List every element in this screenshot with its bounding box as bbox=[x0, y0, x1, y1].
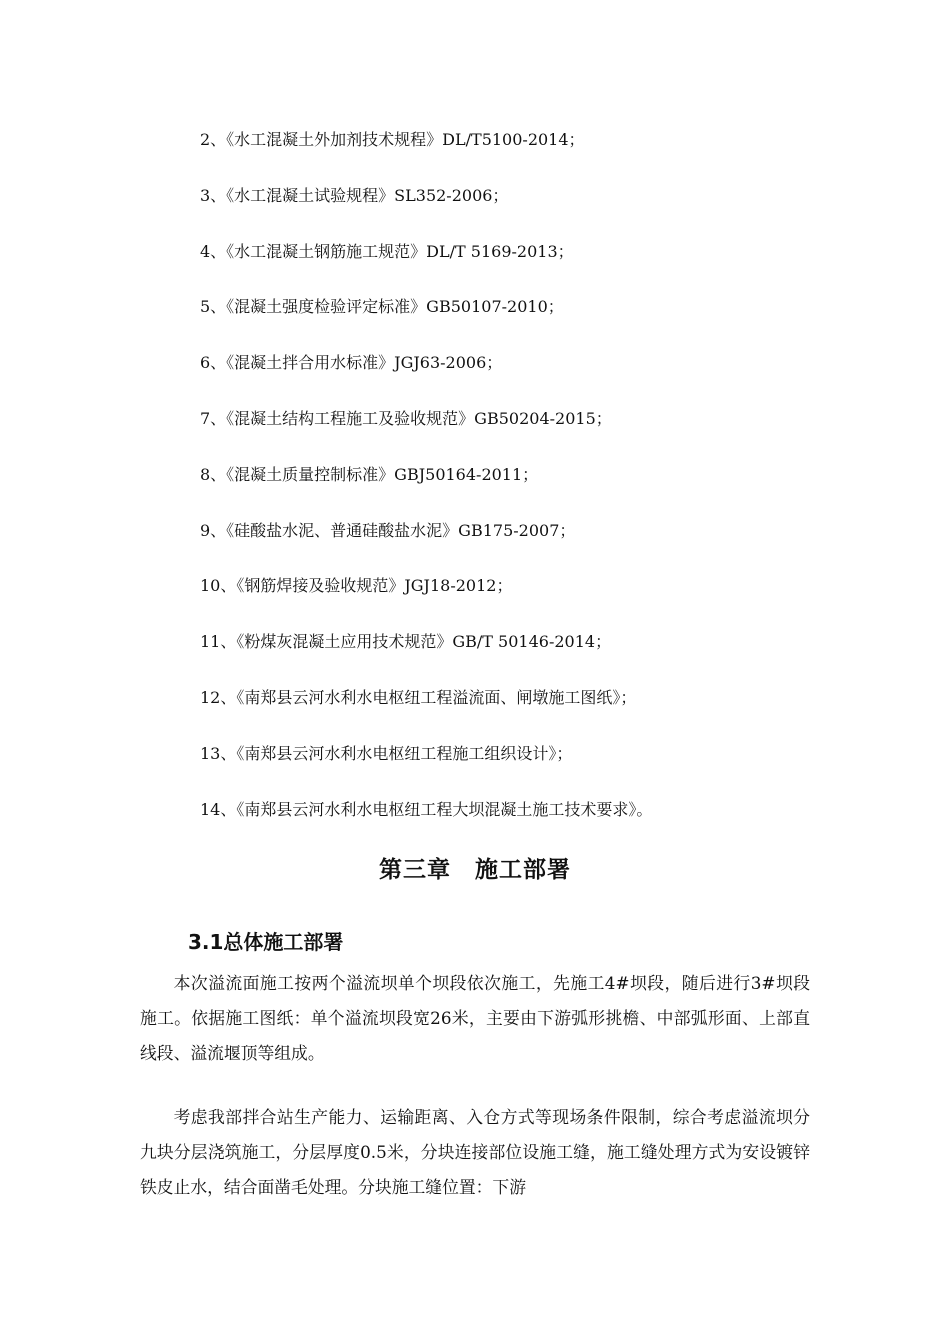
chapter-title: 第三章 施工部署 bbox=[379, 857, 571, 883]
reference-item: 11、《粉煤灰混凝土应用技术规范》GB/T 50146-2014； bbox=[200, 632, 612, 652]
body-paragraph: 本次溢流面施工按两个溢流坝单个坝段依次施工，先施工4#坝段，随后进行3#坝段施工。依据施工图纸：单个溢流坝段宽26米，主要由下游弧形挑檐、中部弧形面、上部直线段、溢流堰顶等组成。 bbox=[140, 973, 810, 1063]
reference-item: 5、《混凝土强度检验评定标准》GB50107-2010； bbox=[200, 297, 564, 317]
reference-item: 10、《钢筋焊接及验收规范》JGJ18-2012； bbox=[200, 576, 513, 596]
reference-item: 6、《混凝土拌合用水标准》JGJ63-2006； bbox=[200, 353, 503, 373]
section-title: 3.1总体施工部署 bbox=[188, 930, 344, 954]
reference-list bbox=[200, 122, 900, 847]
reference-item: 14、《南郑县云河水利水电枢纽工程大坝混凝土施工技术要求》。 bbox=[200, 799, 653, 819]
reference-item: 4、《水工混凝土钢筋施工规范》DL/T 5169-2013； bbox=[200, 241, 574, 261]
body-paragraph: 考虑我部拌合站生产能力、运输距离、入仓方式等现场条件限制，综合考虑溢流坝分九块分层浇筑施工，分层厚度0.5米，分块连接部位设施工缝，施工缝处理方式为安设镀锌铁皮止水，结合面凿毛处理。分块施工缝位置：下游 bbox=[140, 1107, 810, 1197]
reference-item: 9、《硅酸盐水泥、普通硅酸盐水泥》GB175-2007； bbox=[200, 520, 576, 540]
reference-item: 12、《南郑县云河水利水电枢纽工程溢流面、闸墩施工图纸》； bbox=[200, 687, 637, 707]
reference-item: 8、《混凝土质量控制标准》GBJ50164-2011； bbox=[200, 464, 539, 484]
reference-item: 7、《混凝土结构工程施工及验收规范》GB50204-2015； bbox=[200, 408, 612, 428]
reference-item: 3、《水工混凝土试验规程》SL352-2006； bbox=[200, 185, 509, 205]
reference-item: 13、《南郑县云河水利水电枢纽工程施工组织设计》； bbox=[200, 743, 573, 763]
reference-item: 2、《水工混凝土外加剂技术规程》DL/T5100-2014； bbox=[200, 130, 585, 149]
